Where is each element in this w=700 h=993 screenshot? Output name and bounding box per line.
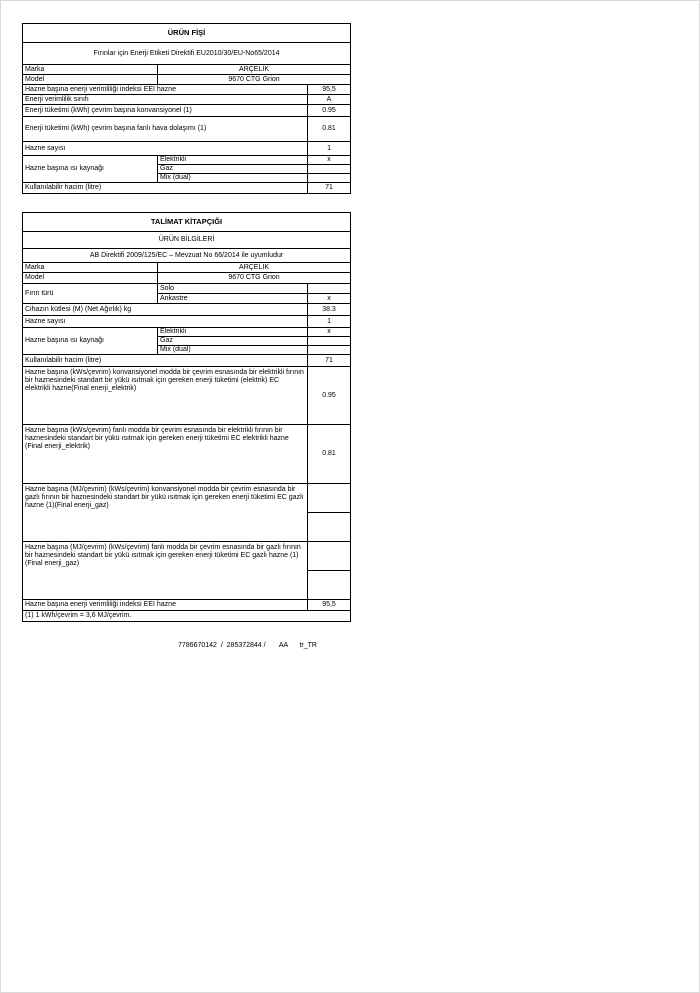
instruction-booklet-table [22,212,351,622]
fiche-brand: ARÇELİK [158,65,351,75]
manual-e-fan: 0.81 [308,425,351,484]
footer-rev: AA [278,642,288,649]
manual-solo: Solo [158,284,308,294]
fiche-class: A [308,95,351,105]
fiche-volume: 71 [308,183,351,194]
fiche-directive: Fırınlar için Enerji Etiketi Direktifi EU2010/30/EU-No65/2014 [23,43,351,65]
manual-volume-label: Kullanılabilir hacim (litre) [23,355,308,367]
manual-note: (1) 1 kWh/çevrim = 3,6 MJ/çevrim. [23,611,351,622]
fiche-model: 9670 CTG Grion [158,75,351,85]
fiche-conv-label: Enerji tüketimi (kWh) çevrim başına konvansiyonel (1) [23,105,308,117]
fiche-eei-label: Hazne başına enerji verimliliği indeksi EEI hazne [23,85,308,95]
fiche-electric: Elektrikli [158,156,308,165]
fiche-heat-label: Hazne başına ısı kaynağı [23,156,158,183]
manual-builtin-val: x [308,294,351,304]
manual-gas: Gaz [158,337,308,346]
manual-type-label: Fırın türü [23,284,158,304]
footer [178,642,317,649]
manual-model: 9670 CTG Grion [158,273,351,284]
fiche-class-label: Enerji verimlilik sınıfı [23,95,308,105]
fiche-brand-label: Marka [23,65,158,75]
manual-directive: AB Direktifi 2009/125/EC – Mevzuat No 66/2014 ile uyumludur [23,249,351,263]
manual-g-fan-blank [308,571,351,600]
manual-eei: 95,5 [308,600,351,611]
manual-e-fan-label: Hazne başına (kWs/çevrim) fanlı modda bir çevrim esnasında bir elektrikli fırının bir haznesindeki standart bir yükü ısıtmak için gereken enerji tüketimi EC elektrikli hazne (Final enerji_elektrik) [23,425,308,484]
manual-electric-val: x [308,328,351,337]
manual-g-conv-blank [308,513,351,542]
footer-doc-no: 7786670142 [178,642,217,649]
fiche-gas: Gaz [158,165,308,174]
manual-eei-label: Hazne başına enerji verimliliği indeksi EEI hazne [23,600,308,611]
fiche-fan-label: Enerji tüketimi (kWh) çevrim başına fanlı hava dolaşımı (1) [23,117,308,142]
footer-lang: tr_TR [299,642,317,649]
fiche-cavity-label: Hazne sayısı [23,142,308,156]
manual-brand-label: Marka [23,263,158,273]
fiche-conv: 0.95 [308,105,351,117]
fiche-mix-val [308,174,351,183]
manual-mass-label: Cihazın kütlesi (M) (Net Ağırlık) kg [23,304,308,316]
manual-model-label: Model [23,273,158,284]
manual-e-conv-label: Hazne başına (kWs/çevrim) konvansiyonel modda bir çevrim esnasında bir elektrikli fırının bir haznesindeki standart bir yükü ısıtmak için gereken enerji tüketimi (elektrik) EC elektrikli hazne(Final enerji_elektrik) [23,367,308,425]
manual-builtin: Ankastre [158,294,308,304]
manual-solo-val [308,284,351,294]
fiche-mix: Mix (dual) [158,174,308,183]
manual-title: TALİMAT KİTAPÇIĞI [23,213,351,232]
manual-brand: ARÇELİK [158,263,351,273]
fiche-model-label: Model [23,75,158,85]
fiche-title: ÜRÜN FİŞİ [23,24,351,43]
fiche-eei: 95,5 [308,85,351,95]
product-fiche-table [22,23,351,194]
fiche-electric-val: x [308,156,351,165]
manual-e-conv: 0.95 [308,367,351,425]
manual-g-fan [308,542,351,571]
fiche-volume-label: Kullanılabilir hacim (litre) [23,183,308,194]
manual-mix: Mix (dual) [158,346,308,355]
manual-g-fan-label: Hazne başına (MJ/çevrim) (kWs/çevrim) fanlı modda bir çevrim esnasında bir gazlı fırının bir haznesindeki standart bir yükü ısıtmak için gereken enerji tüketimi EC gazlı hazne (1)(Final enerji_gaz) [23,542,308,600]
manual-subtitle: ÜRÜN BİLGİLERİ [23,232,351,249]
manual-cavity-label: Hazne sayısı [23,316,308,328]
manual-cavity: 1 [308,316,351,328]
manual-g-conv-label: Hazne başına (MJ/çevrim) (kWs/çevrim) konvansiyonel modda bir çevrim esnasında bir gazlı fırının bir haznesindeki standart bir yükü ısıtmak için gereken enerji tüketimi EC gazlı hazne (1)(Final enerji_gaz) [23,484,308,542]
fiche-fan: 0.81 [308,117,351,142]
manual-electric: Elektrikli [158,328,308,337]
manual-gas-val [308,337,351,346]
manual-g-conv [308,484,351,513]
manual-mass: 38.3 [308,304,351,316]
manual-mix-val [308,346,351,355]
manual-heat-label: Hazne başına ısı kaynağı [23,328,158,355]
fiche-gas-val [308,165,351,174]
fiche-cavity: 1 [308,142,351,156]
manual-volume: 71 [308,355,351,367]
footer-part-no: / 285372844 / [220,642,266,649]
